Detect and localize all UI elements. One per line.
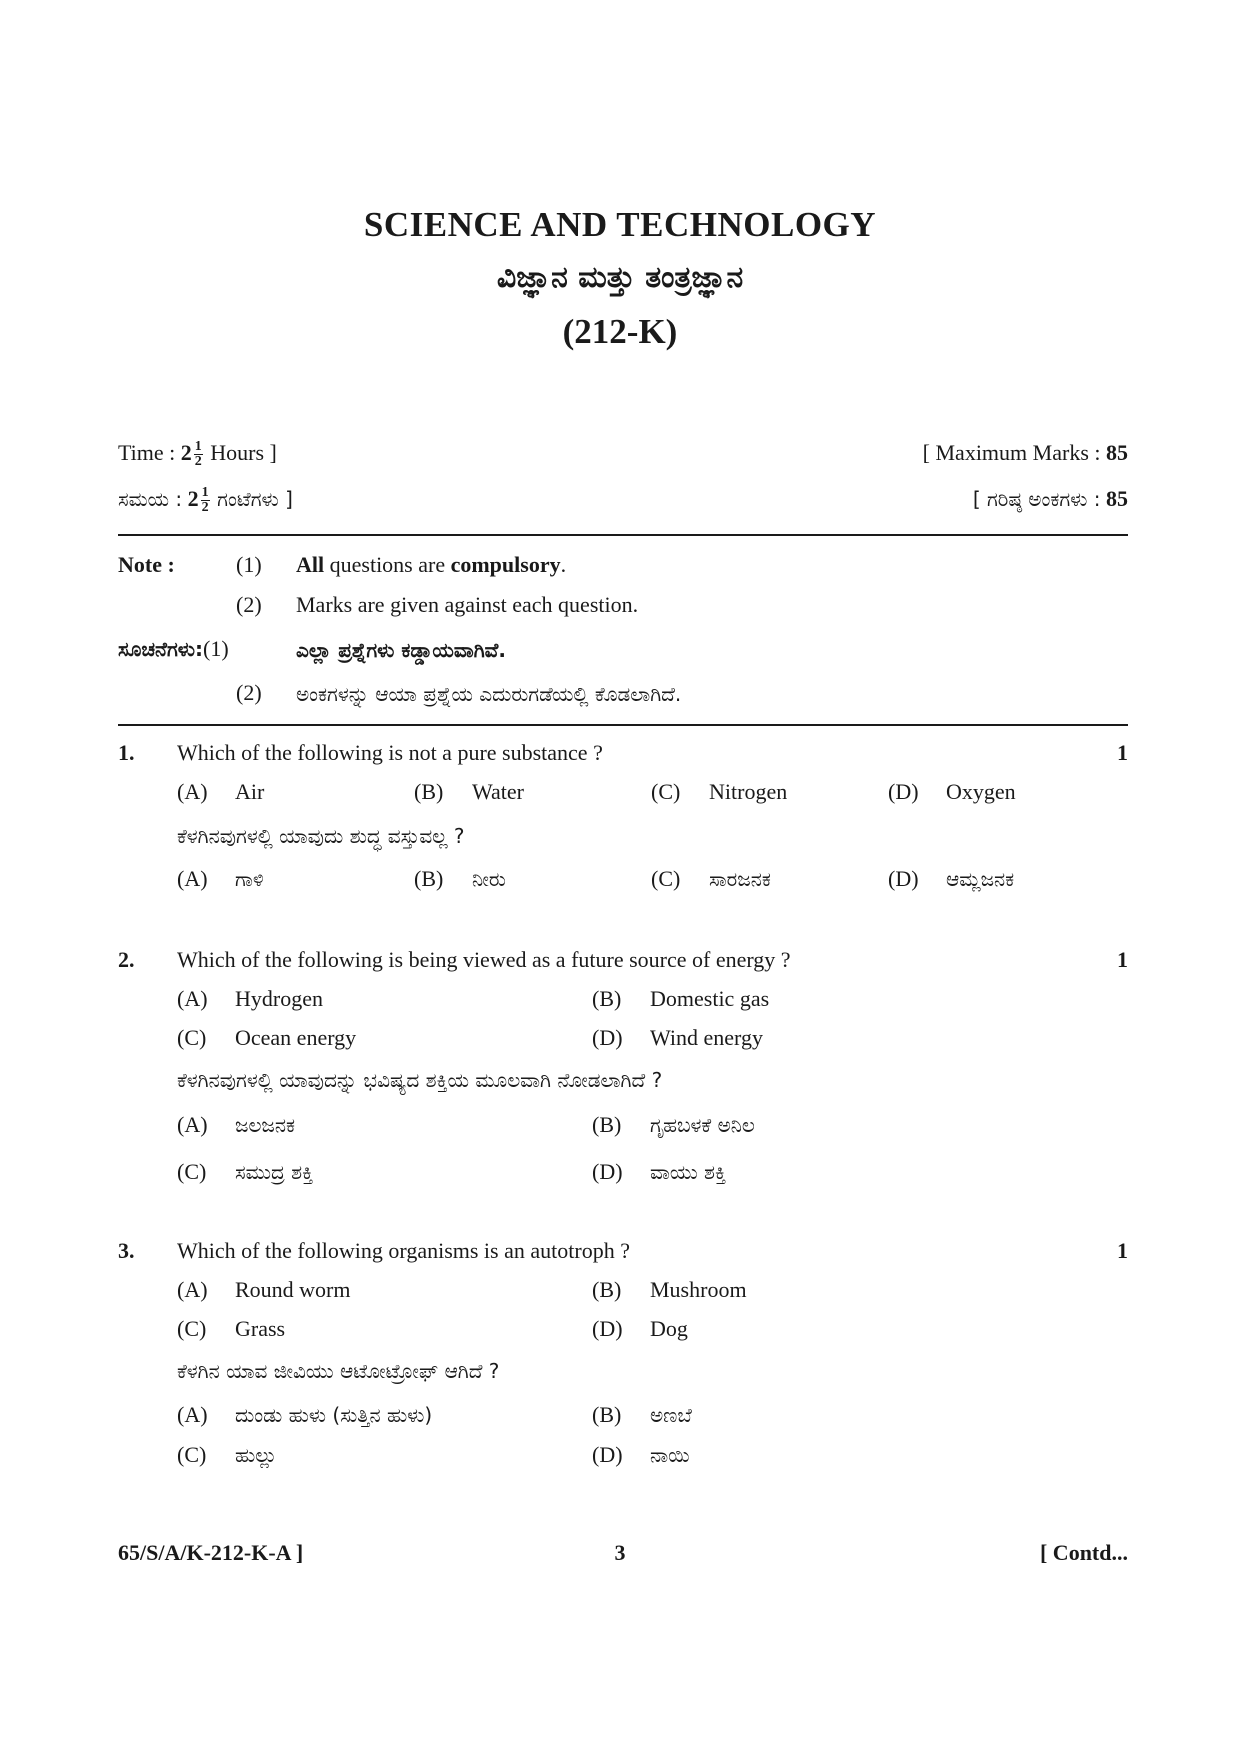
- option-c-kn: (C) ಹುಲ್ಲು: [177, 1442, 277, 1467]
- question-number: 2.: [118, 947, 135, 972]
- option-b-kn: (B) ಅಣಬೆ: [592, 1402, 692, 1427]
- time-kn: ಸಮಯ : 2 $\frac{1}{2}$ ಗಂಟೆಗಳು ]: [118, 485, 293, 516]
- note-2-number: (2): [236, 592, 262, 617]
- question-marks: 1: [1117, 1238, 1128, 1263]
- question-marks: 1: [1117, 740, 1128, 765]
- time-en: Time : 2 $\frac{1}{2}$ Hours ]: [118, 439, 277, 470]
- max-marks-en: [ Maximum Marks : 85: [922, 440, 1128, 465]
- question-text-kn: ಕೆಳಗಿನವುಗಳಲ್ಲಿ ಯಾವುದು ಶುದ್ಧ ವಸ್ತುವಲ್ಲ ?: [177, 824, 465, 848]
- note-label: Note :: [118, 552, 175, 577]
- option-c-kn: (C) ಸಮುದ್ರ ಶಕ್ತಿ: [177, 1159, 314, 1184]
- note-1-text: All questions are compulsory.: [296, 552, 567, 577]
- paper-code: (212-K): [562, 312, 678, 351]
- page-number: 3: [614, 1540, 626, 1565]
- time-fraction-kn: $\frac{1}{2}$: [201, 485, 209, 516]
- footer-contd: [ Contd...: [1039, 1540, 1128, 1565]
- option-d-kn: (D) ನಾಯಿ: [592, 1442, 690, 1467]
- note-1-number: (1): [236, 552, 262, 577]
- option-d-en: (D) Wind energy: [592, 1025, 763, 1050]
- option-b-en: (B) Mushroom: [592, 1277, 747, 1302]
- option-a-kn: (A) ಜಲಜನಕ: [177, 1112, 295, 1137]
- option-a-en: (A) Hydrogen: [177, 986, 323, 1011]
- option-c-kn: (C) ಸಾರಜನಕ: [651, 866, 771, 891]
- question-text-en: Which of the following is not a pure substance ?: [177, 740, 603, 765]
- option-a-kn: (A) ದುಂಡು ಹುಳು (ಸುತ್ತಿನ ಹುಳು): [177, 1402, 433, 1427]
- option-b-kn: (B) ನೀರು: [414, 866, 506, 891]
- option-a-en: (A) Round worm: [177, 1277, 351, 1302]
- option-d-kn: (D) ಆಮ್ಲಜನಕ: [888, 866, 1015, 891]
- divider-notes: [118, 724, 1128, 726]
- title-english: SCIENCE AND TECHNOLOGY: [363, 205, 877, 244]
- question-text-kn: ಕೆಳಗಿನವುಗಳಲ್ಲಿ ಯಾವುದನ್ನು ಭವಿಷ್ಯದ ಶಕ್ತಿಯ ಮೂಲವಾಗಿ ನೋಡಲಾಗಿದೆ ?: [177, 1068, 663, 1092]
- option-d-en: (D) Oxygen: [888, 779, 1016, 804]
- option-a-kn: (A) ಗಾಳಿ: [177, 866, 264, 891]
- option-c-en: (C) Grass: [177, 1316, 286, 1341]
- option-c-en: (C) Nitrogen: [651, 779, 788, 804]
- question-text-kn: ಕೆಳಗಿನ ಯಾವ ಜೀವಿಯು ಆಟೋಟ್ರೋಫ್ ಆಗಿದೆ ?: [177, 1359, 500, 1383]
- question-marks: 1: [1117, 947, 1128, 972]
- footer-code: 65/S/A/K-212-K-A ]: [118, 1540, 304, 1565]
- note-kn-1: ಸೂಚನೆಗಳು:(1): [118, 636, 229, 661]
- question-text-en: Which of the following is being viewed as a future source of energy ?: [177, 947, 791, 972]
- divider-top: [118, 534, 1128, 536]
- question-number: 1.: [118, 740, 135, 765]
- option-c-en: (C) Ocean energy: [177, 1025, 357, 1050]
- question-text-en: Which of the following organisms is an autotroph ?: [177, 1238, 630, 1263]
- question-number: 3.: [118, 1238, 135, 1263]
- note-kn-2-text: ಅಂಕಗಳನ್ನು ಆಯಾ ಪ್ರಶ್ನೆಯ ಎದುರುಗಡೆಯಲ್ಲಿ ಕೊಡಲಾಗಿದೆ.: [296, 682, 682, 706]
- option-b-en: (B) Water: [414, 779, 524, 804]
- note-kn-2-number: (2): [236, 680, 262, 705]
- option-b-en: (B) Domestic gas: [592, 986, 770, 1011]
- note-kn-1-text: ಎಲ್ಲಾ ಪ್ರಶ್ನೆಗಳು ಕಡ್ಡಾಯವಾಗಿವೆ.: [296, 638, 506, 662]
- option-d-kn: (D) ವಾಯು ಶಕ್ತಿ: [592, 1159, 727, 1184]
- option-d-en: (D) Dog: [592, 1316, 688, 1341]
- time-fraction: $\frac{1}{2}$: [194, 439, 202, 470]
- option-a-en: (A) Air: [177, 779, 265, 804]
- max-marks-kn: [ ಗರಿಷ್ಠ ಅಂಕಗಳು : 85: [972, 486, 1128, 511]
- note-2-text: Marks are given against each question.: [296, 592, 639, 617]
- title-kannada: ವಿಜ್ಞಾನ ಮತ್ತು ತಂತ್ರಜ್ಞಾನ: [496, 260, 744, 295]
- option-b-kn: (B) ಗೃಹಬಳಕೆ ಅನಿಲ: [592, 1112, 755, 1137]
